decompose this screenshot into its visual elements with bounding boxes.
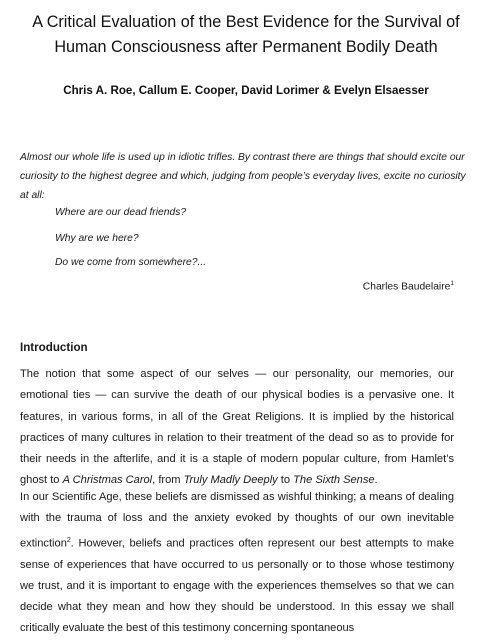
epigraph-attribution — [363, 280, 454, 292]
title-line-2: Human Consciousness after Permanent Bodily Death — [54, 38, 438, 56]
author-list: Chris A. Roe, Callum E. Cooper, David Lorimer & Evelyn Elsaesser — [63, 84, 429, 97]
paragraph-1 — [20, 364, 454, 492]
attribution-name: Charles Baudelaire — [362, 281, 451, 293]
epigraph-question-3: Do we come from somewhere?... — [55, 257, 207, 268]
paragraph-1-end: . — [374, 474, 378, 487]
work-title-truly-madly-deeply: Truly Madly Deeply — [183, 474, 278, 487]
epigraph-question-1: Where are our dead friends? — [55, 207, 187, 218]
title-line-1: A Critical Evaluation of the Best Evidence for the Survival of — [32, 13, 460, 31]
work-title-christmas-carol: A Christmas Carol — [62, 474, 153, 487]
footnote-marker-2: 2 — [66, 536, 71, 544]
paragraph-1-sep-1: , from — [152, 474, 184, 487]
paragraph-2-text-b: . However, beliefs and practices often represent our best attempts to make sense of experiences that have occurred to us personally or to those whose testimony we trust, and it is important to engage with the experiences themselves so that we can decide what they mean and how they should be understood. In this essay we shall critically evaluate the best of this testimony concerning spontaneous — [20, 537, 454, 635]
epigraph-text: Almost our whole life is used up in idiotic trifles. By contrast there are things that should excite our curiosity to the highest degree and which, judging from people’s everyday lives, excite no curiosity at all: — [20, 152, 466, 201]
footnote-marker-1: 1 — [450, 280, 454, 287]
paragraph-2-text-a: In our Scientific Age, these beliefs are dismissed as wishful thinking; a means of dealing with the trauma of loss and the anxiety evoked by thoughts of our own inevitable extinction — [20, 491, 454, 550]
work-title-sixth-sense: The Sixth Sense — [293, 474, 375, 487]
epigraph-question-2: Why are we here? — [55, 233, 139, 244]
paragraph-2 — [20, 487, 454, 640]
paragraph-1-sep-2: to — [277, 474, 294, 487]
section-heading: Introduction — [20, 341, 88, 354]
paragraph-1-text: The notion that some aspect of our selves — our personality, our memories, our emotional ties — can survive the death of our physical bodies is a pervasive one. It features, in various forms, in all of the Great Religions. It is implied by the historical practices of many cultures in relation to their treatment of the dead so as to provide for their needs in the afterlife, and it is a staple of modern popular culture, from Hamlet’s ghost to — [20, 368, 454, 487]
paper-title — [0, 10, 492, 60]
